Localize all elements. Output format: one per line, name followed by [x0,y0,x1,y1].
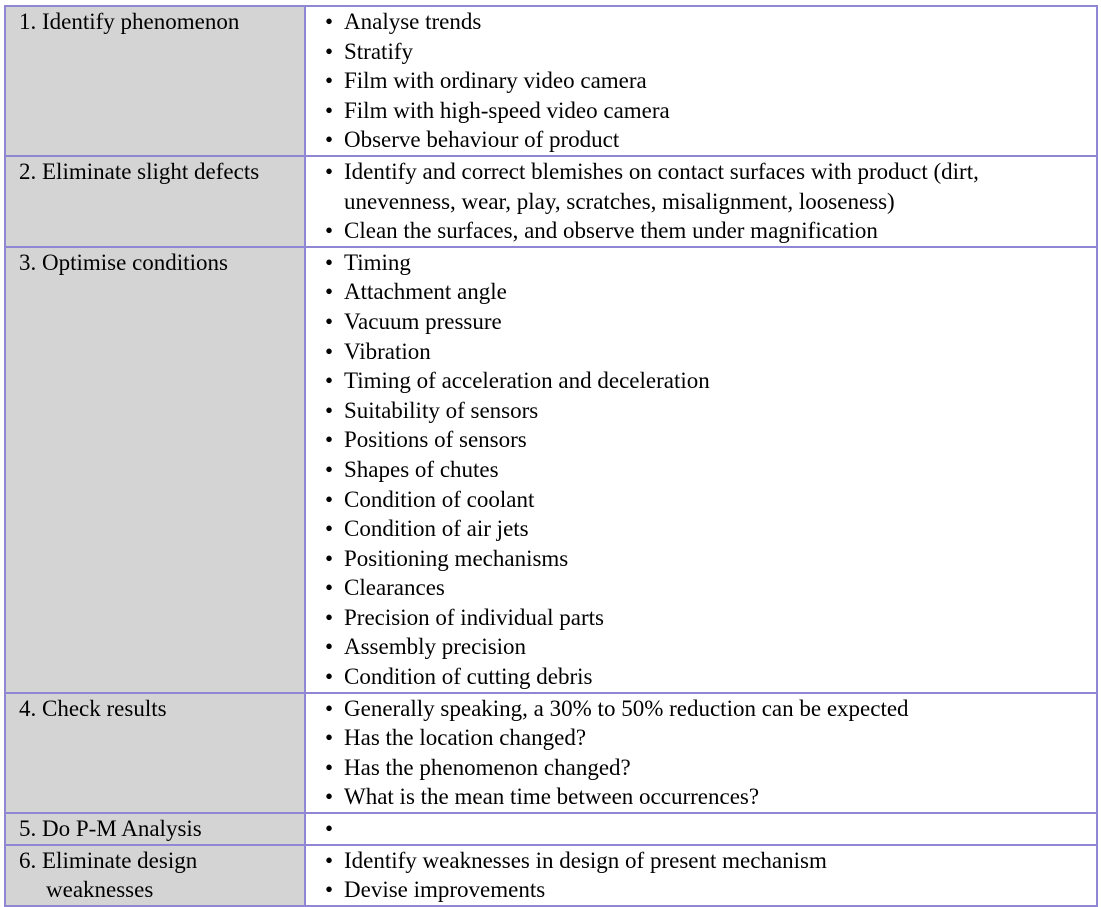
list-item [320,277,1090,307]
list-item [320,455,1090,485]
step-cell [5,247,305,693]
table-body [5,6,1097,906]
action-text: Precision of individual parts [344,604,604,630]
step-label: 4. Check results [19,695,167,721]
bullet-icon: • [324,308,334,334]
bullet-icon: • [324,9,334,34]
actions-cell [305,813,1097,845]
list-item [320,125,1090,155]
actions-cell [305,247,1097,693]
step-label: 2. Eliminate slight defects [19,158,260,184]
step-cell [5,693,305,813]
action-text: Positioning mechanisms [344,545,569,571]
bullet-icon: • [324,338,334,364]
list-item [320,603,1090,633]
action-text: Attachment angle [344,279,507,305]
action-text: Identify weaknesses in design of present mechanism [344,847,827,873]
action-text: Positions of sensors [344,427,527,453]
action-text: Film with ordinary video camera [344,68,647,94]
list-item [320,96,1090,126]
steps-table [4,5,1098,907]
step-cell [5,845,305,906]
bullet-icon: • [324,68,334,94]
action-text: Vacuum pressure [344,308,502,334]
action-list [320,694,1090,812]
list-item [320,485,1090,515]
bullet-icon: • [324,664,334,690]
action-text: Has the location changed? [344,725,587,751]
action-text: Clearances [344,575,445,601]
action-text: Suitability of sensors [344,397,539,423]
list-item [320,248,1090,278]
action-text: Condition of air jets [344,516,529,542]
list-item [320,573,1090,603]
list-item [320,66,1090,96]
step-label: 3. Optimise conditions [19,249,228,275]
bullet-icon: • [324,816,334,842]
action-text: Shapes of chutes [344,456,499,482]
action-list [320,7,1090,155]
bullet-icon: • [324,516,334,542]
bullet-icon: • [324,368,334,394]
step-cell [5,156,305,247]
bullet-icon: • [324,97,334,123]
step-label: 6. Eliminate design weaknesses [19,847,198,903]
bullet-icon: • [324,725,334,751]
list-item [320,662,1090,692]
bullet-icon: • [324,249,334,275]
action-text: What is the mean time between occurrences? [344,784,760,810]
action-list [320,157,1090,246]
table-row [5,813,1097,845]
table-row [5,156,1097,247]
step-cell [5,813,305,845]
action-text: Observe behaviour of product [344,127,620,153]
bullet-icon: • [324,486,334,512]
bullet-icon: • [324,127,334,153]
bullet-icon: • [324,397,334,423]
actions-cell [305,6,1097,156]
bullet-icon: • [324,279,334,305]
action-text: Condition of cutting debris [344,664,593,690]
bullet-icon: • [324,427,334,453]
bullet-icon: • [324,545,334,571]
list-item [320,694,1090,724]
action-text: Timing [344,249,411,275]
action-list [320,846,1090,905]
actions-cell [305,156,1097,247]
bullet-icon: • [324,456,334,482]
table-row [5,845,1097,906]
action-text: Identify and correct blemishes on contact surfaces with product (dirt, unevenness, wear, play, scratches, misalignment, looseness) [344,158,979,214]
actions-cell [305,693,1097,813]
list-item [320,216,1090,246]
list-item [320,337,1090,367]
action-text: Assembly precision [344,634,527,660]
bullet-icon: • [324,38,334,64]
action-text: Devise improvements [344,877,546,903]
bullet-icon: • [324,847,334,873]
list-item [320,425,1090,455]
list-item [320,7,1090,37]
table-row [5,693,1097,813]
table-row [5,6,1097,156]
list-item [320,157,1090,216]
action-text: Vibration [344,338,431,364]
step-label: 5. Do P-M Analysis [19,816,202,842]
bullet-icon: • [324,754,334,780]
bullet-icon: • [324,695,334,721]
action-text: Generally speaking, a 30% to 50% reduction can be expected [344,695,909,721]
list-item [320,782,1090,812]
actions-cell [305,845,1097,906]
list-item [320,396,1090,426]
list-item [320,875,1090,905]
list-item [320,723,1090,753]
step-cell [5,6,305,156]
action-text: Analyse trends [344,9,482,34]
action-text: Has the phenomenon changed? [344,754,631,780]
action-text: Timing of acceleration and deceleration [344,368,710,394]
action-text: Stratify [344,38,413,64]
bullet-icon: • [324,218,334,244]
step-label: 1. Identify phenomenon [19,9,240,34]
list-item [320,307,1090,337]
action-text: Clean the surfaces, and observe them under magnification [344,218,878,244]
bullet-icon: • [324,604,334,630]
action-text: Condition of coolant [344,486,535,512]
table-row [5,247,1097,693]
bullet-icon: • [324,784,334,810]
bullet-icon: • [324,877,334,903]
list-item [320,544,1090,574]
list-item [320,37,1090,67]
list-item [320,514,1090,544]
list-item [320,366,1090,396]
bullet-icon: • [324,634,334,660]
bullet-icon: • [324,575,334,601]
list-item [320,846,1090,876]
action-list [320,248,1090,692]
bullet-icon: • [324,158,334,184]
action-text: Film with high-speed video camera [344,97,670,123]
list-item [320,753,1090,783]
list-item [320,632,1090,662]
